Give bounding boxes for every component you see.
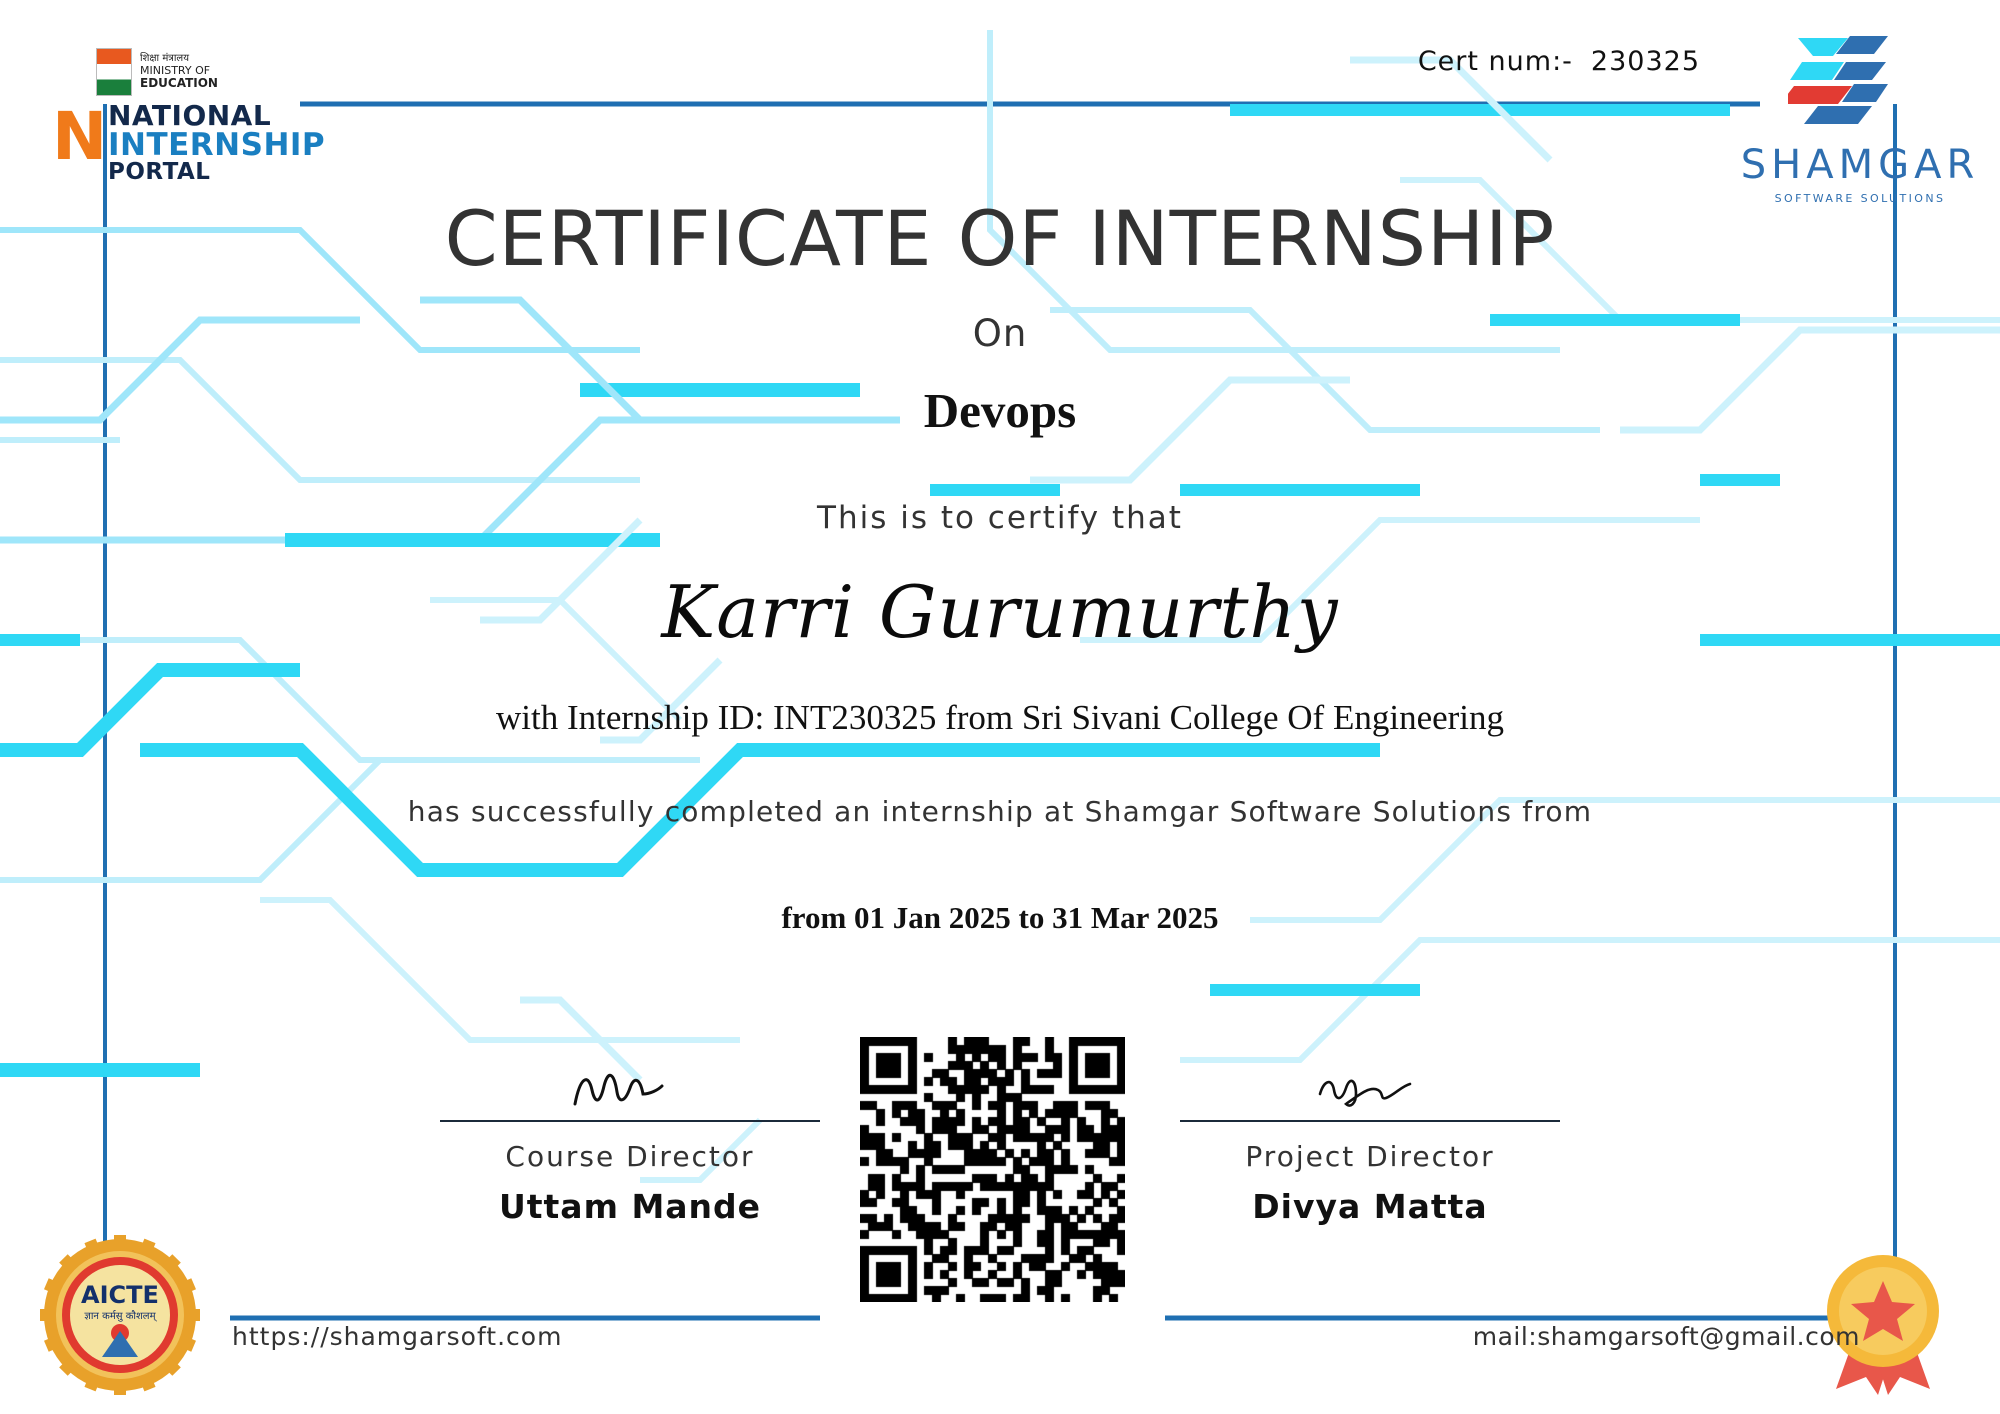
national-internship-portal-logo	[30, 22, 326, 185]
nip-line3-label: PORTAL	[108, 159, 211, 185]
course-director-name: Uttam Mande	[498, 1187, 762, 1226]
nip-monogram-icon: N	[52, 98, 108, 175]
shamgar-mark-icon	[1788, 28, 1898, 128]
aicte-seal-icon	[40, 1235, 200, 1395]
shamgar-logo	[1710, 24, 1990, 204]
cert-num-value: 230325	[1590, 46, 1700, 77]
student-name: Karri Gurumurthy	[661, 570, 1339, 654]
project-director-name: Divya Matta	[1252, 1187, 1488, 1226]
project-director-signature-icon	[1180, 1060, 1560, 1118]
signature-course-director	[440, 1060, 820, 1226]
course-director-signature-icon	[440, 1060, 820, 1118]
course-director-signature-line	[440, 1120, 820, 1122]
qr-code[interactable]	[860, 1037, 1125, 1302]
nip-line2-label: INTERNSHIP	[108, 127, 326, 163]
ministry-of-education-logo	[96, 48, 218, 96]
on-label: On	[972, 312, 1028, 355]
cert-num-label: Cert num:-	[1417, 46, 1573, 77]
internship-dates: from 01 Jan 2025 to 31 Mar 2025	[781, 900, 1219, 935]
course-director-role: Course Director	[505, 1140, 755, 1173]
ministry-line1-label: MINISTRY OF	[140, 63, 211, 77]
ministry-line2-label: EDUCATION	[140, 76, 218, 91]
certify-line: This is to certify that	[817, 500, 1183, 536]
svg-text:ज्ञान कर्मसु कौशलम्: ज्ञान कर्मसु कौशलम्	[84, 1311, 156, 1322]
completion-line: has successfully completed an internship at Shamgar Software Solutions from	[407, 795, 1593, 828]
footer-website[interactable]: https://shamgarsoft.com	[232, 1322, 563, 1351]
certificate-number	[1418, 46, 1700, 77]
project-director-role: Project Director	[1245, 1140, 1495, 1173]
certificate-title: CERTIFICATE OF INTERNSHIP	[444, 194, 1556, 283]
shamgar-tagline-label: SOFTWARE SOLUTIONS	[1774, 192, 1946, 205]
qr-code-canvas[interactable]	[860, 1037, 1125, 1302]
signature-project-director	[1180, 1060, 1560, 1226]
footer-email[interactable]: mail:shamgarsoft@gmail.com	[1472, 1322, 1860, 1351]
course-name: Devops	[923, 383, 1077, 438]
internship-id-line: with Internship ID: INT230325 from Sri Sivani College Of Engineering	[495, 698, 1505, 737]
shamgar-name-label: SHAMGAR	[1740, 142, 1980, 188]
award-medal-icon	[1808, 1245, 1958, 1395]
ministry-hindi-label: शिक्षा मंत्रालय	[140, 53, 189, 65]
svg-text:AICTE: AICTE	[81, 1281, 159, 1309]
nip-line1-label: NATIONAL	[108, 99, 272, 132]
project-director-signature-line	[1180, 1120, 1560, 1122]
india-emblem-icon	[96, 48, 132, 96]
